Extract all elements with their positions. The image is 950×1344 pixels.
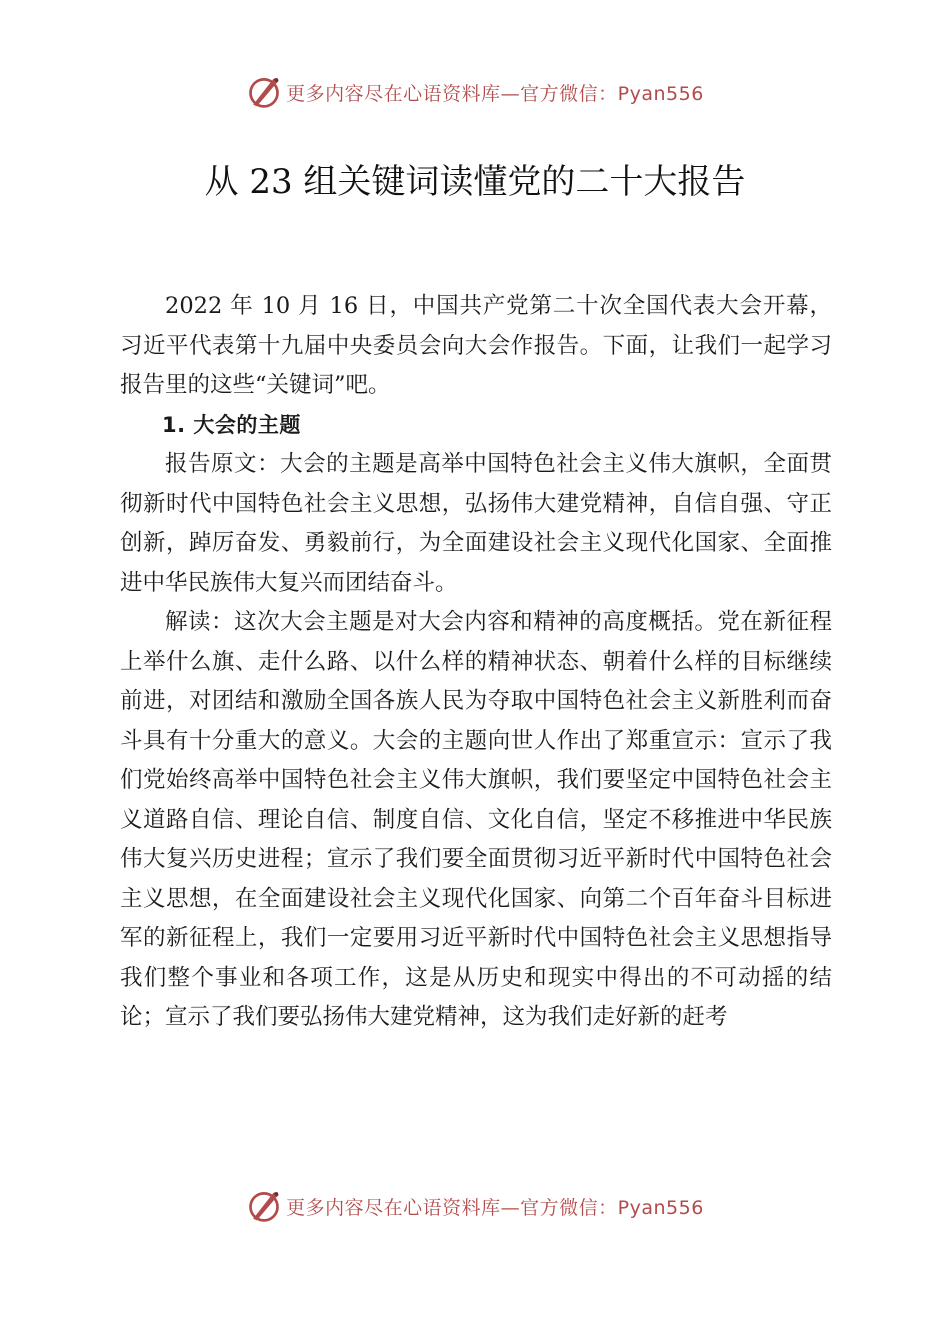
intro-paragraph: 2022 年 10 月 16 日，中国共产党第二十次全国代表大会开幕，习近平代表第十九届中央委员会向大会作报告。下面，让我们一起学习报告里的这些“关键词”吧。: [120, 293, 832, 398]
footer-banner: [0, 1186, 950, 1226]
banner-text: 更多内容尽在心语资料库—官方微信：Pyan556: [286, 82, 704, 105]
header-banner: [0, 72, 950, 112]
quill-pen-logo-icon: [246, 1188, 282, 1224]
interpretation-paragraph: 解读：这次大会主题是对大会内容和精神的高度概括。党在新征程上举什么旗、走什么路、以什么样的精神状态、朝着什么样的目标继续前进，对团结和激励全国各族人民为夺取中国特色社会主义新胜利而奋斗具有十分重大的意义。大会的主题向世人作出了郑重宣示：宣示了我们党始终高举中国特色社会主义伟大旗帜，我们要坚定中国特色社会主义道路自信、理论自信、制度自信、文化自信，坚定不移推进中华民族伟大复兴历史进程；宣示了我们要全面贯彻习近平新时代中国特色社会主义思想，在全面建设社会主义现代化国家、向第二个百年奋斗目标进军的新征程上，我们一定要用习近平新时代中国特色社会主义思想指导我们整个事业和各项工作，这是从历史和现实中得出的不可动摇的结论；宣示了我们要弘扬伟大建党精神，这为我们走好新的赶考: [120, 609, 832, 1030]
banner-text: 更多内容尽在心语资料库—官方微信：Pyan556: [286, 1196, 704, 1219]
document-title: 从 23 组关键词读懂党的二十大报告: [204, 162, 746, 202]
quill-pen-logo-icon: [246, 74, 282, 110]
report-original-paragraph: 报告原文：大会的主题是高举中国特色社会主义伟大旗帜，全面贯彻新时代中国特色社会主义思想，弘扬伟大建党精神，自信自强、守正创新，踔厉奋发、勇毅前行，为全面建设社会主义现代化国家、全面推进中华民族伟大复兴而团结奋斗。: [120, 451, 832, 596]
wechat-id: Pyan556: [617, 1196, 704, 1219]
wechat-id: Pyan556: [617, 82, 704, 105]
section-heading: 1. 大会的主题: [162, 412, 301, 437]
document-body: [120, 287, 832, 1038]
